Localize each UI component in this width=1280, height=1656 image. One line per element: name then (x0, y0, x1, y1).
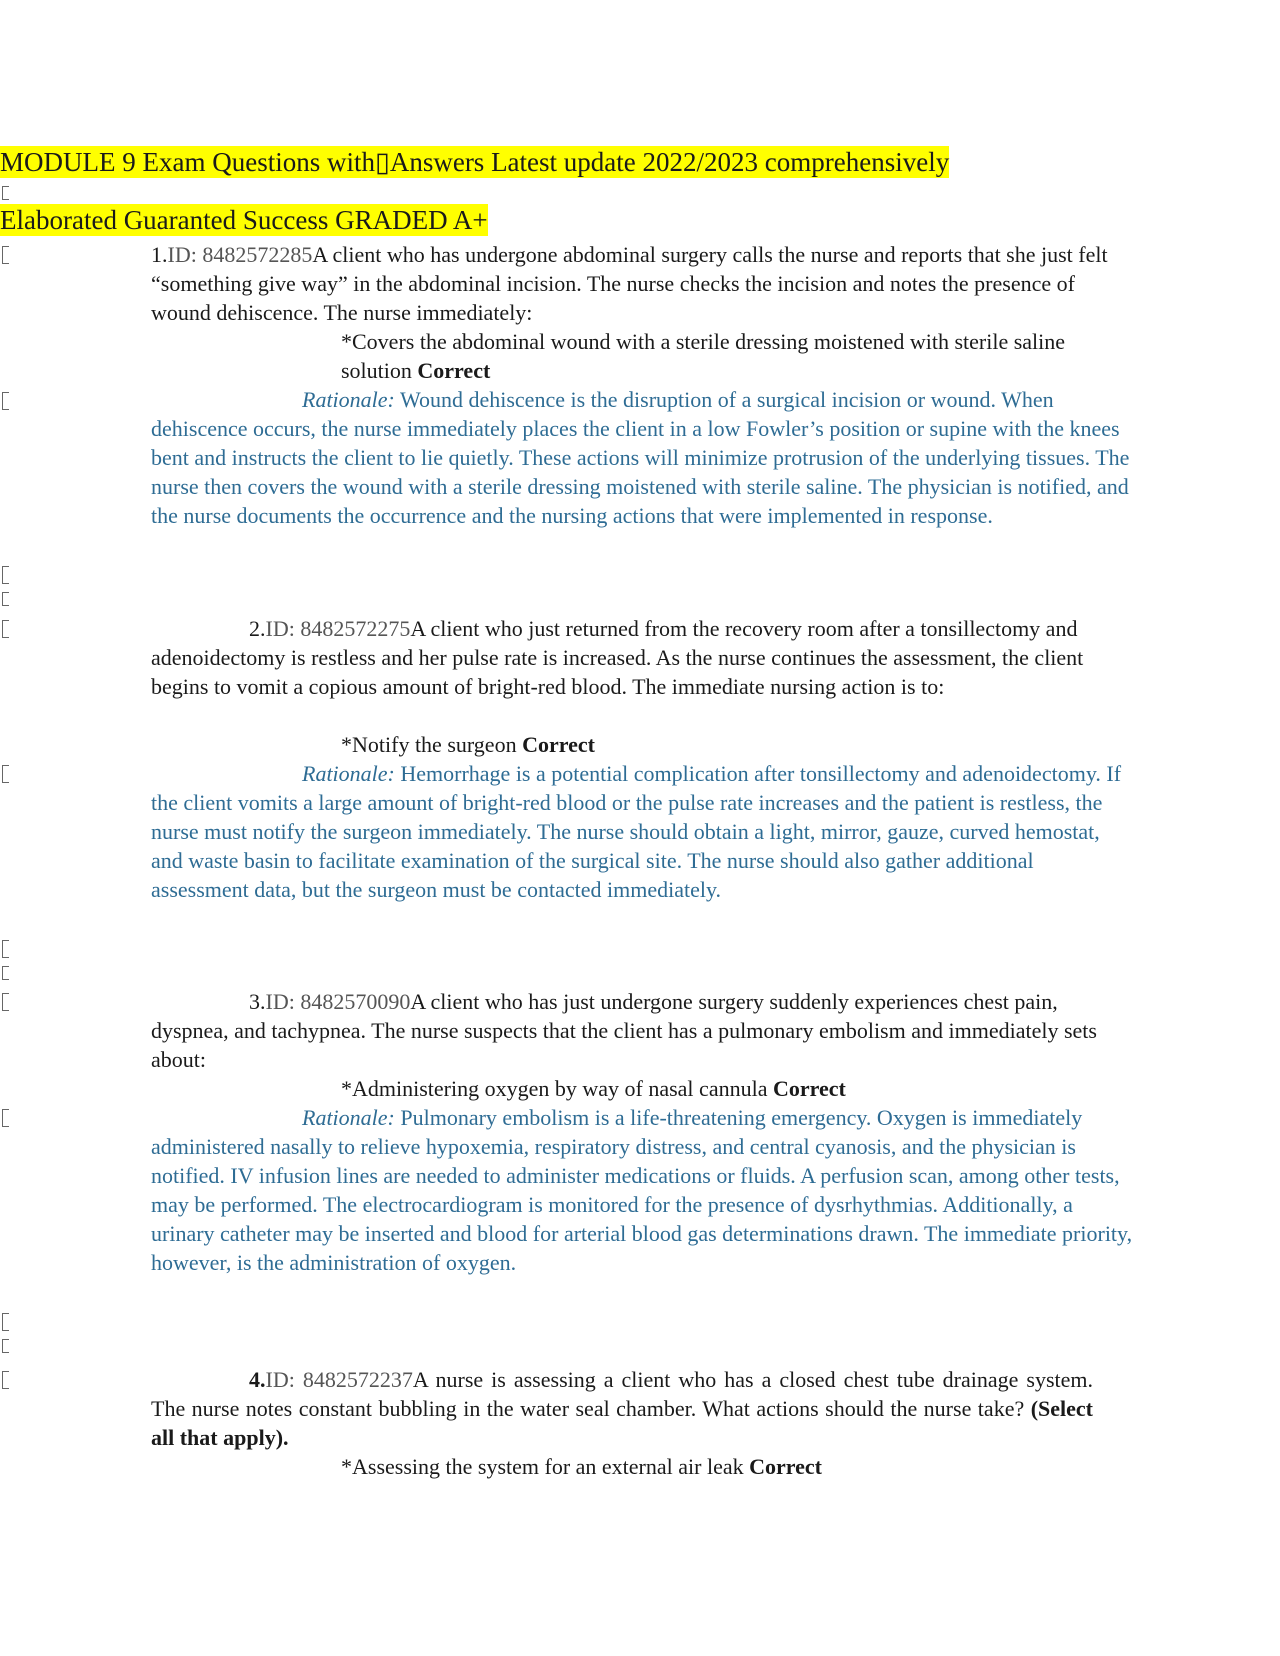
question-text: A nurse is assessing a client who has a closed chest tube drainage system. The nurse notes constant bubbling in the water seal chamber. What actions should the nurse take? (151, 1367, 1094, 1421)
question-text: A client who just returned from the recovery room after a tonsillectomy and adenoidectomy is restless and her pulse rate is increased. As the nurse continues the assessment, the client begins to vomit a copious amount of bright-red blood. The immediate nursing action is to: (151, 616, 1084, 699)
correct-label: Correct (772, 1076, 846, 1101)
paragraph-mark-icon (2, 940, 9, 958)
paragraph-mark-icon (2, 1313, 9, 1331)
paragraph-mark-icon (2, 1109, 9, 1127)
rationale-label: Rationale: (302, 1105, 395, 1130)
question-instruction: (Select all that apply). (151, 1396, 1093, 1450)
question-id: ID: 8482572275 (265, 616, 411, 641)
paragraph-mark-icon (2, 765, 9, 783)
document-title-line-2: Elaborated Guaranted Success GRADED A+ (0, 205, 488, 235)
paragraph-mark-icon (2, 592, 9, 606)
question-4 (151, 1365, 1093, 1452)
rationale-text: Hemorrhage is a potential complication after tonsillectomy and adenoidectomy. If the client vomits a large amount of bright-red blood or the pulse rate increases and the patient is restless, the nurse must notify the surgeon immediately. The nurse should obtain a light, mirror, gauze, curved hemostat, and waste basin to facilitate examination of the surgical site. The nurse should also gather additional assessment data, but the surgeon must be contacted immediately. (151, 761, 1122, 902)
correct-label: Correct (749, 1454, 822, 1479)
document-title-line-1: MODULE 9 Exam Questions with▯Answers Latest update 2022/2023 comprehensively (0, 147, 950, 177)
question-1 (151, 240, 1126, 327)
paragraph-mark-icon (2, 966, 9, 980)
question-number: 3. (249, 989, 266, 1014)
rationale-1 (151, 385, 1136, 530)
rationale-text: Pulmonary embolism is a life-threatening emergency. Oxygen is immediately administered nasally to relieve hypoxemia, respiratory distress, and central cyanosis, and the physician is notified. IV infusion lines are needed to administer medications or fluids. A perfusion scan, among other tests, may be performed. The electrocardiogram is monitored for the presence of dysrhythmias. Additionally, a urinary catheter may be inserted and blood for arterial blood gas determinations drawn. The immediate priority, however, is the administration of oxygen. (151, 1105, 1133, 1275)
question-text: A client who has undergone abdominal surgery calls the nurse and reports that she just felt “something give way” in the abdominal incision. The nurse checks the incision and notes the presence of wound dehiscence. The nurse immediately: (151, 242, 1108, 325)
question-id: ID: 8482570090 (265, 989, 411, 1014)
answer-text: *Administering oxygen by way of nasal cannula (341, 1076, 768, 1101)
answer-1 (341, 327, 1131, 385)
question-2 (151, 614, 1126, 701)
answer-3 (341, 1074, 1131, 1103)
rationale-3 (151, 1103, 1136, 1277)
question-text: A client who has just undergone surgery suddenly experiences chest pain, dyspnea, and tachypnea. The nurse suspects that the client has a pulmonary embolism and immediately sets about: (151, 989, 1097, 1072)
question-number: 1. (151, 242, 168, 267)
answer-text: *Assessing the system for an external air leak (341, 1454, 744, 1479)
correct-label: Correct (417, 358, 491, 383)
paragraph-mark-icon (2, 1371, 9, 1389)
rationale-label: Rationale: (302, 387, 395, 412)
answer-text: *Covers the abdominal wound with a sterile dressing moistened with sterile saline solution (341, 329, 1066, 383)
rationale-2 (151, 759, 1136, 904)
question-number: 4. (249, 1367, 266, 1392)
question-id: ID: 8482572237 (265, 1367, 413, 1392)
paragraph-mark-icon (2, 620, 9, 638)
question-3 (151, 987, 1126, 1074)
paragraph-mark-icon (2, 246, 9, 264)
paragraph-mark-icon (2, 993, 9, 1011)
question-number: 2. (249, 616, 266, 641)
paragraph-mark-icon (2, 1339, 9, 1353)
answer-4 (341, 1452, 1131, 1481)
rationale-text: Wound dehiscence is the disruption of a surgical incision or wound. When dehiscence occurs, the nurse immediately places the client in a low Fowler’s position or supine with the knees bent and instructs the client to lie quietly. These actions will minimize protrusion of the underlying tissues. The nurse then covers the wound with a sterile dressing moistened with sterile saline. The physician is notified, and the nurse documents the occurrence and the nursing actions that were implemented in response. (151, 387, 1130, 528)
answer-2 (341, 730, 1131, 759)
rationale-label: Rationale: (302, 761, 395, 786)
paragraph-mark-icon (2, 186, 9, 200)
answer-text: *Notify the surgeon (341, 732, 517, 757)
paragraph-mark-icon (2, 392, 9, 410)
paragraph-mark-icon (2, 566, 9, 584)
correct-label: Correct (522, 732, 595, 757)
question-id: ID: 8482572285 (167, 242, 313, 267)
